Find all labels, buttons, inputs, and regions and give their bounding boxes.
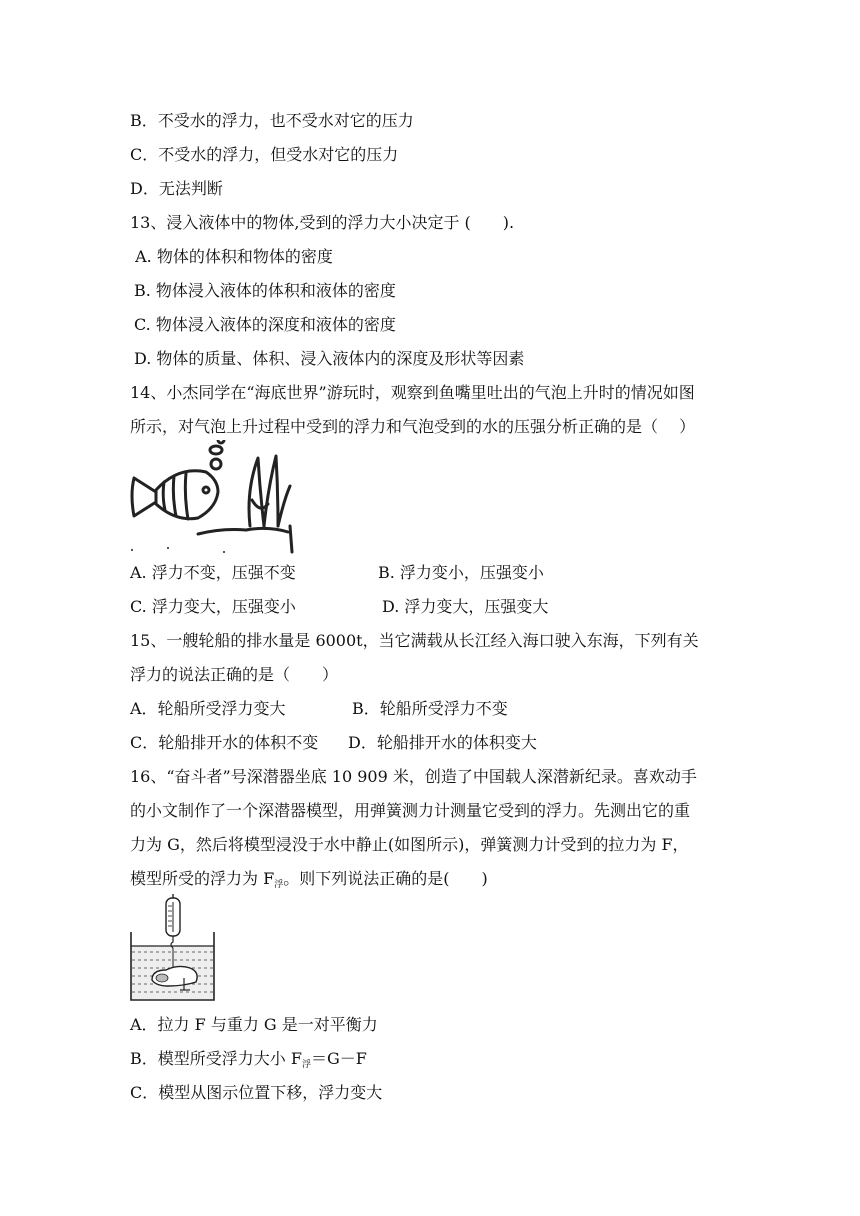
q14-stem-line2: 所示，对气泡上升过程中受到的浮力和气泡受到的水的压强分析正确的是（ ） — [130, 417, 696, 436]
q13-option-b: B. 物体浸入液体的体积和液体的密度 — [134, 281, 396, 300]
q14-option-d: D. 浮力变大，压强变大 — [382, 597, 549, 616]
q14-stem-line1: 14、小杰同学在“海底世界”游玩时，观察到鱼嘴里吐出的气泡上升时的情况如图 — [130, 383, 695, 402]
q14-option-b: B. 浮力变小，压强变小 — [378, 563, 544, 582]
line-q12-option-c: C．不受水的浮力，但受水对它的压力 — [130, 145, 399, 164]
fish-bubbles-figure — [128, 440, 298, 556]
q13-option-d: D. 物体的质量、体积、浸入液体内的深度及形状等因素 — [134, 349, 525, 368]
q16-stem-line3: 力为 G，然后将模型浸没于水中静止(如图所示)，弹簧测力计受到的拉力为 F， — [130, 835, 689, 854]
q15-option-d: D．轮船排开水的体积变大 — [348, 733, 537, 752]
q16-stem-line4 — [130, 868, 488, 896]
q15-option-b: B．轮船所受浮力不变 — [352, 699, 508, 718]
q15-stem-line1: 15、一艘轮船的排水量是 6000t，当它满载从长江经入海口驶入东海，下列有关 — [130, 631, 699, 650]
q16-option-b-b: ＝G－F — [310, 1049, 367, 1068]
line-q12-option-b: B．不受水的浮力，也不受水对它的压力 — [130, 111, 414, 130]
spring-scale-beaker-figure — [128, 894, 218, 1004]
q16-option-b — [130, 1048, 367, 1076]
q16-option-b-a: B．模型所受浮力大小 F — [130, 1049, 302, 1068]
q15-option-c: C．轮船排开水的体积不变 — [130, 733, 319, 752]
line-q12-option-d: D．无法判断 — [130, 179, 223, 198]
q16-stem-line1: 16、“奋斗者”号深潜器坐底 10 909 米，创造了中国载人深潜新纪录。喜欢动手 — [130, 767, 697, 786]
q16-stem-line2: 的小文制作了一个深潜器模型，用弹簧测力计测量它受到的浮力。先测出它的重 — [130, 801, 691, 820]
q13-stem: 13、浸入液体中的物体,受到的浮力大小决定于 ( ). — [130, 213, 515, 232]
q16-stem-line4-a: 模型所受的浮力为 F — [130, 869, 275, 888]
q16-stem-line4-b: 。则下列说法正确的是( ) — [283, 869, 488, 888]
q15-stem-line2: 浮力的说法正确的是（ ） — [130, 665, 339, 684]
q16-stem-line4-sub: 浮 — [274, 880, 284, 890]
q16-option-b-sub: 浮 — [301, 1060, 311, 1070]
q14-option-a: A. 浮力不变，压强不变 — [130, 563, 296, 582]
q15-option-a: A．轮船所受浮力变大 — [130, 699, 286, 718]
q16-option-c: C．模型从图示位置下移，浮力变大 — [130, 1083, 383, 1102]
q16-option-a: A．拉力 F 与重力 G 是一对平衡力 — [130, 1015, 378, 1034]
q14-option-c: C. 浮力变大，压强变小 — [130, 597, 296, 616]
q13-option-c: C. 物体浸入液体的深度和液体的密度 — [134, 315, 396, 334]
q13-option-a: A. 物体的体积和物体的密度 — [130, 247, 333, 266]
